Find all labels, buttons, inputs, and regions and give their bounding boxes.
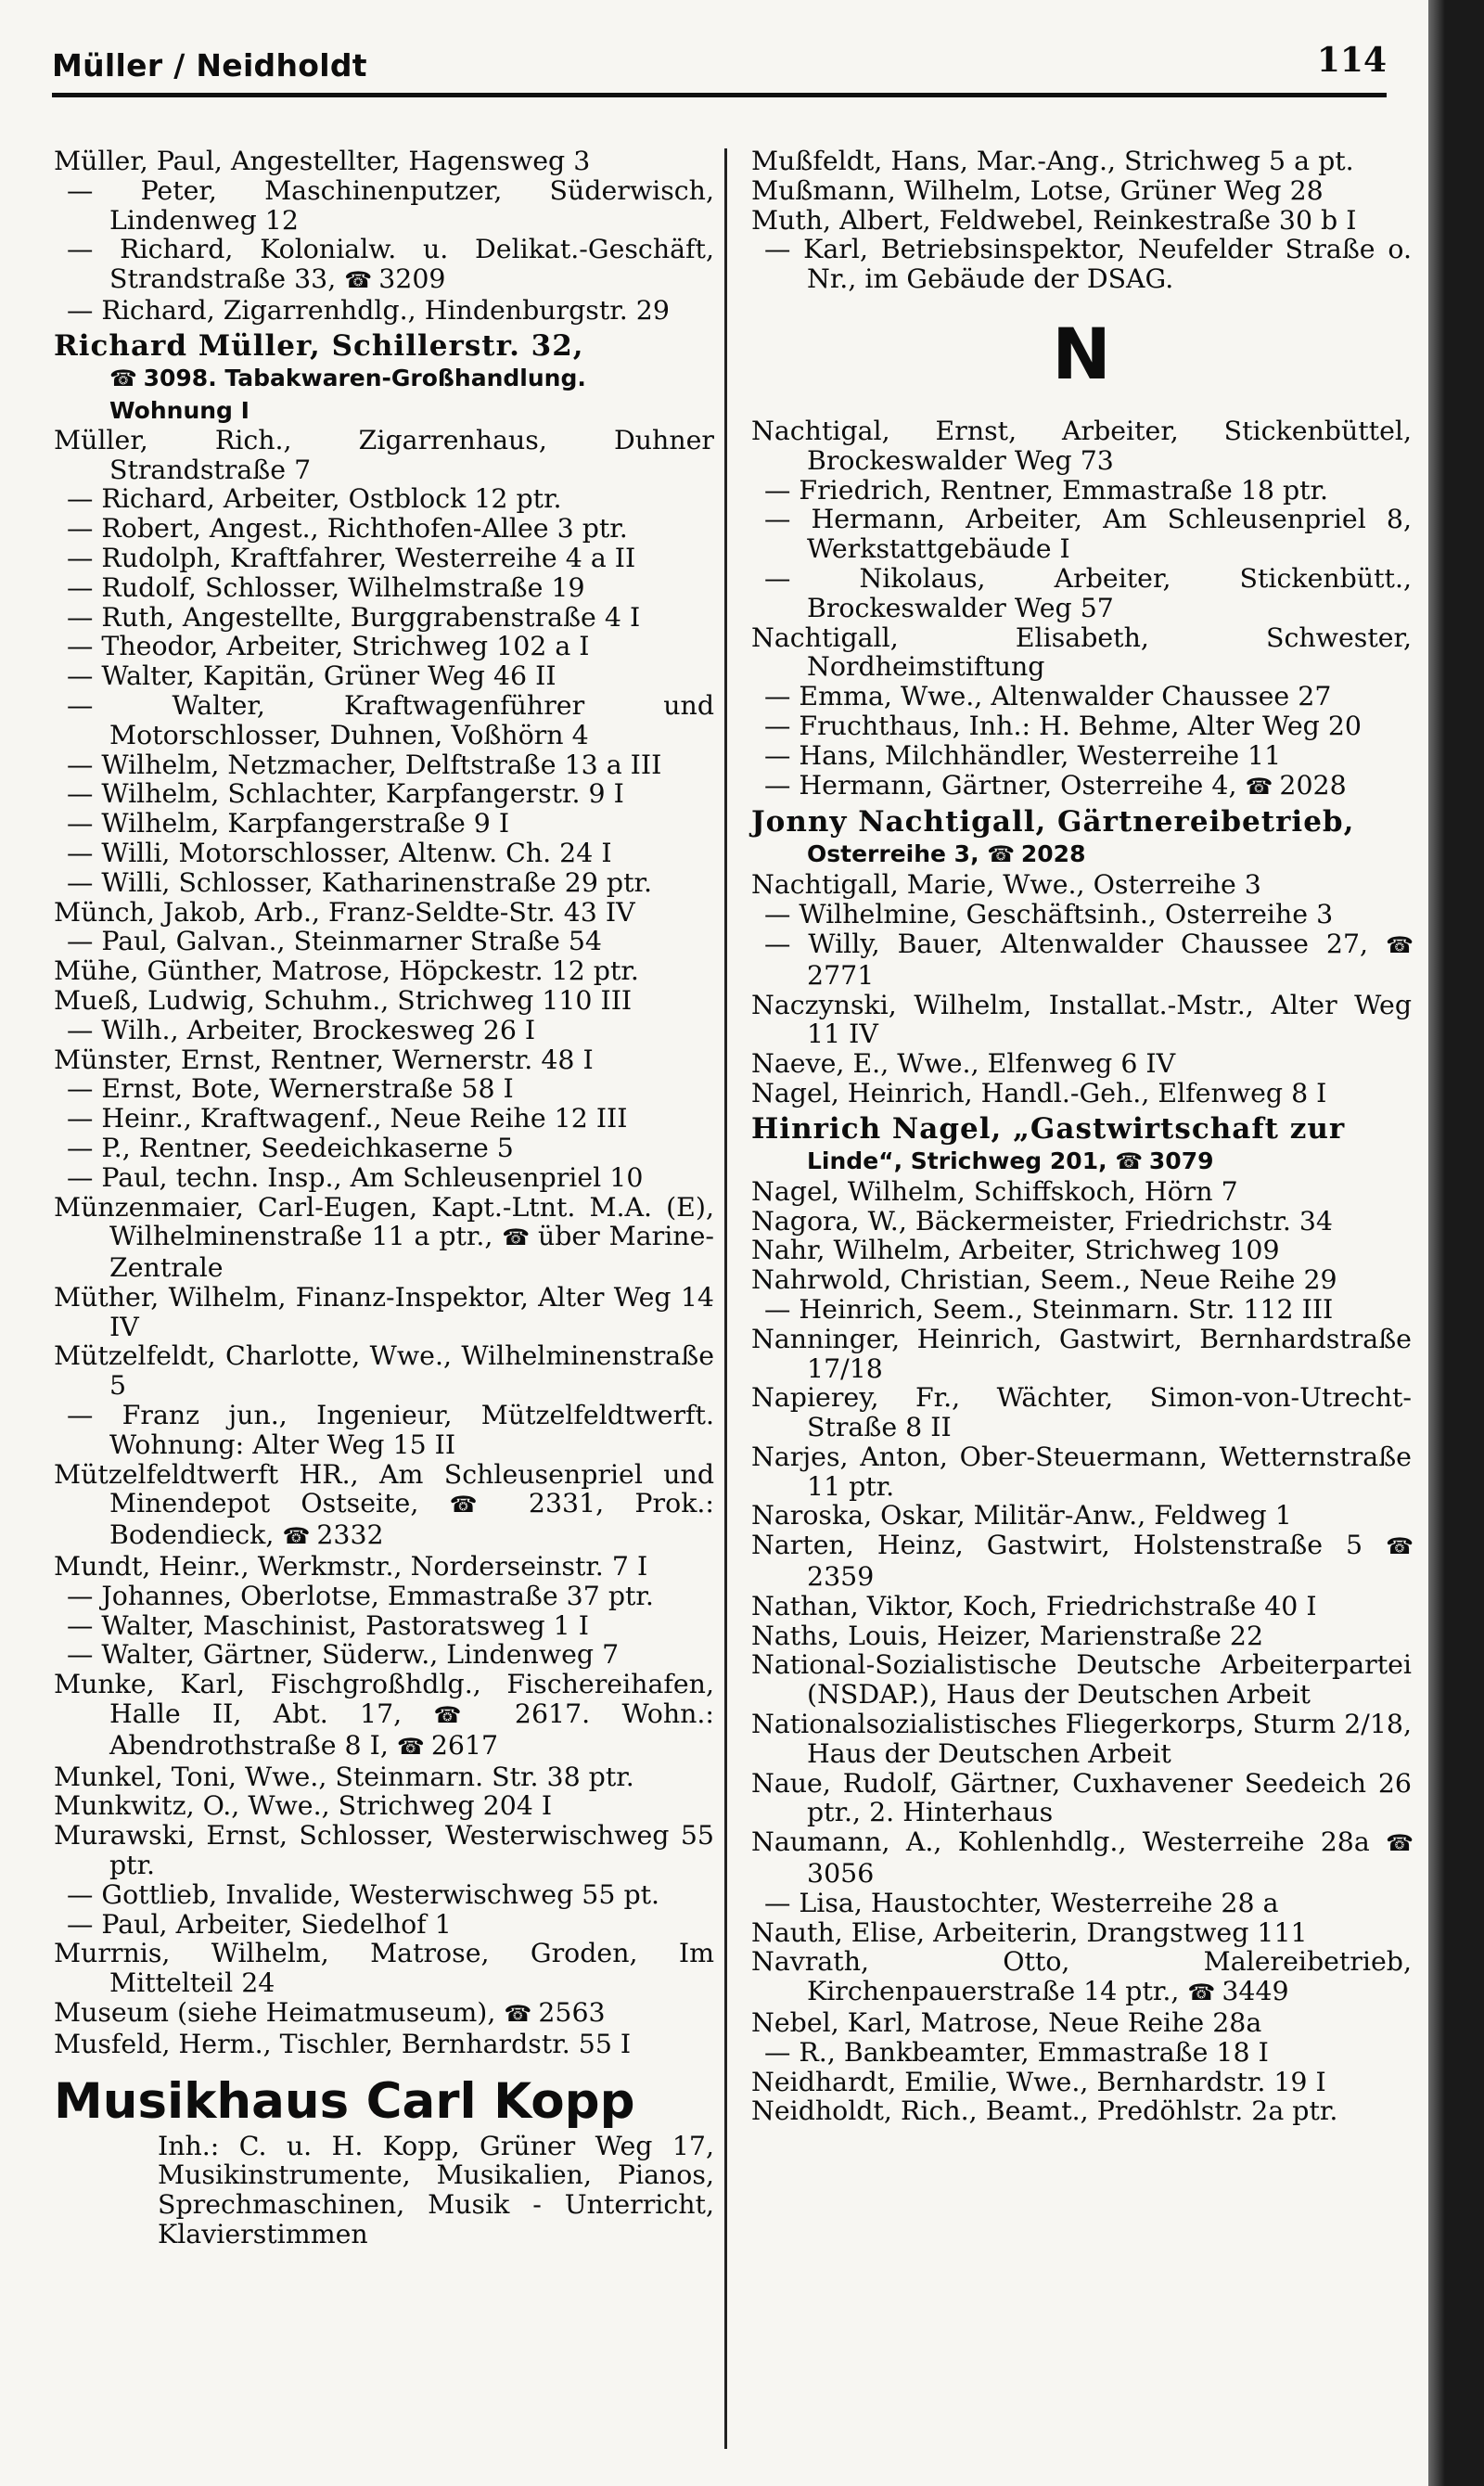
telephone-icon: ☎ — [433, 1702, 483, 1729]
sub-entry: — Wilhelmine, Geschäftsinh., Osterreihe 3 — [764, 899, 1334, 930]
sub-entry: — Heinr., Kraftwagenf., Neue Reihe 12 III — [67, 1103, 628, 1134]
directory-entry: Müther, Wilhelm, Finanz-Inspektor, Alter Weg 14 IV — [54, 1281, 714, 1342]
left-entries — [54, 147, 714, 2059]
musikhaus-ad-title: Musikhaus Carl Kopp — [54, 2072, 635, 2130]
sub-entry: — Willi, Schlosser, Katharinenstraße 29 ptr. — [67, 866, 652, 898]
telephone-icon: ☎ — [1187, 1980, 1214, 2006]
telephone-icon: ☎ — [987, 841, 1014, 868]
telephone-icon: ☎ — [282, 1523, 309, 1550]
telephone-icon: ☎ — [1386, 1533, 1412, 1560]
directory-entry: Nanninger, Heinrich, Gastwirt, Bernhardstraße 17/18 — [751, 1323, 1412, 1384]
running-head: Müller / Neidholdt — [52, 47, 367, 83]
sub-entry: — Wilhelm, Schlachter, Karpfangerstr. 9 I — [67, 778, 624, 810]
sub-entry: — Fruchthaus, Inh.: H. Behme, Alter Weg 20 — [764, 710, 1362, 741]
sub-entry: — Richard, Zigarrenhdlg., Hindenburgstr. 29 — [67, 294, 670, 326]
sub-entry: — Nikolaus, Arbeiter, Stickenbütt., Brockeswalder Weg 57 — [764, 562, 1412, 623]
telephone-icon: ☎ — [396, 1733, 423, 1760]
directory-entry: Nachtigall, Elisabeth, Schwester, Nordheimstiftung — [751, 622, 1412, 683]
directory-entry: Nachtigal, Ernst, Arbeiter, Stickenbüttel, Brockeswalder Weg 73 — [751, 415, 1412, 476]
directory-entry: Müller, Rich., Zigarrenhaus, Duhner Strandstraße 7 — [54, 424, 714, 485]
sub-entry: — Walter, Gärtner, Süderw., Lindenweg 7 — [67, 1639, 620, 1671]
directory-entry: Mueß, Ludwig, Schuhm., Strichweg 110 III — [54, 984, 633, 1016]
directory-entry: Munkel, Toni, Wwe., Steinmarn. Str. 38 ptr. — [54, 1761, 634, 1792]
directory-entry: Naeve, E., Wwe., Elfenweg 6 IV — [751, 1048, 1176, 1080]
sub-entry: — Rudolf, Schlosser, Wilhelmstraße 19 — [67, 571, 585, 603]
sub-entry: — Friedrich, Rentner, Emmastraße 18 ptr. — [764, 474, 1329, 506]
sub-entry: — Hermann, Arbeiter, Am Schleusenpriel 8, Werkstattgebäude I — [764, 504, 1412, 565]
sub-entry: — Richard, Arbeiter, Ostblock 12 ptr. — [67, 483, 562, 515]
advert-name: Richard Müller, Schillerstr. 32, — [54, 328, 584, 363]
sub-entry: — Willy, Bauer, Altenwalder Chaussee 27, ☎ 2771 — [764, 928, 1412, 991]
sub-entry: — Willi, Motorschlosser, Altenw. Ch. 24 I — [67, 837, 612, 868]
sub-entry: — Peter, Maschinenputzer, Süderwisch, Lindenweg 12 — [67, 174, 714, 236]
advert-detail: Linde“, Strichweg 201, ☎ 3079 — [807, 1147, 1214, 1174]
sub-entry: — Rudolph, Kraftfahrer, Westerreihe 4 a II — [67, 542, 636, 573]
sub-entry: — Walter, Kraftwagenführer und Motorschlosser, Duhnen, Voßhörn 4 — [67, 689, 714, 750]
left-column — [54, 147, 714, 2249]
directory-entry: Nationalsozialistisches Fliegerkorps, Sturm 2/18, Haus der Deutschen Arbeit — [751, 1709, 1412, 1769]
sub-entry: — Theodor, Arbeiter, Strichweg 102 a I — [67, 631, 590, 662]
sub-entry: — Ernst, Bote, Wernerstraße 58 I — [67, 1073, 514, 1105]
telephone-icon: ☎ — [504, 2001, 531, 2028]
advert-name: Hinrich Nagel, „Gastwirtschaft zur — [751, 1111, 1346, 1146]
musikhaus-ad-body: Inh.: C. u. H. Kopp, Grüner Weg 17, Musikinstrumente, Musikalien, Pianos, Sprechmaschinen, Musik - Unterricht, Klavierstimmen — [158, 2130, 714, 2249]
display-advert-entry — [751, 1111, 1412, 1177]
sub-entry: — Ruth, Angestellte, Burggrabenstraße 4 I — [67, 601, 641, 633]
directory-entry: Münster, Ernst, Rentner, Wernerstr. 48 I — [54, 1044, 594, 1075]
page-edge-shadow — [1428, 0, 1456, 2486]
directory-entry: Napierey, Fr., Wächter, Simon-von-Utrecht-Straße 8 II — [751, 1382, 1412, 1443]
telephone-icon: ☎ — [1115, 1147, 1142, 1174]
directory-entry: Narjes, Anton, Ober-Steuermann, Wetternstraße 11 ptr. — [751, 1441, 1412, 1502]
directory-entry: Neidhardt, Emilie, Wwe., Bernhardstr. 19 I — [751, 2066, 1326, 2097]
directory-entry: Naczynski, Wilhelm, Installat.-Mstr., Alter Weg 11 IV — [751, 989, 1412, 1050]
column-divider — [724, 148, 727, 2449]
directory-entry: Mützelfeldt, Charlotte, Wwe., Wilhelminenstraße 5 — [54, 1340, 714, 1402]
sub-entry: — Richard, Kolonialw. u. Delikat.-Geschäft, Strandstraße 33, ☎ 3209 — [67, 234, 714, 295]
sub-entry: — Lisa, Haustochter, Westerreihe 28 a — [764, 1887, 1279, 1918]
directory-entry: Naroska, Oskar, Militär-Anw., Feldweg 1 — [751, 1500, 1292, 1531]
telephone-icon: ☎ — [1386, 931, 1412, 958]
directory-entry: Museum (siehe Heimatmuseum), ☎ 2563 — [54, 1997, 606, 2029]
directory-entry: Naumann, A., Kohlenhdlg., Westerreihe 28a ☎ 3056 — [751, 1826, 1412, 1890]
sub-entry: — Franz jun., Ingenieur, Mützelfeldtwerft. Wohnung: Alter Weg 15 II — [67, 1400, 714, 1460]
directory-entry: National-Sozialistische Deutsche Arbeiterpartei (NSDAP.), Haus der Deutschen Arbeit — [751, 1649, 1412, 1711]
directory-entry: Mützelfeldtwerft HR., Am Schleusenpriel und Minendepot Ostseite, ☎ 2331, Prok.: Bodendieck, ☎ 2332 — [54, 1458, 714, 1551]
sub-entry: — Walter, Kapitän, Grüner Weg 46 II — [67, 660, 556, 692]
directory-entry: Muth, Albert, Feldwebel, Reinkestraße 30 b I — [751, 204, 1357, 236]
directory-entry: Nebel, Karl, Matrose, Neue Reihe 28a — [751, 2007, 1262, 2039]
telephone-icon: ☎ — [502, 1224, 530, 1251]
sub-entry: — P., Rentner, Seedeichkaserne 5 — [67, 1132, 514, 1163]
advert-detail: ☎ 3098. Tabakwaren-Großhandlung. — [109, 364, 586, 391]
telephone-icon: ☎ — [344, 267, 371, 294]
directory-entry: Nahrwold, Christian, Seem., Neue Reihe 29 — [751, 1264, 1337, 1296]
directory-entry: Nagora, W., Bäckermeister, Friedrichstr. 34 — [751, 1205, 1333, 1237]
section-letter: N — [1052, 312, 1111, 395]
sub-entry: — Johannes, Oberlotse, Emmastraße 37 ptr. — [67, 1580, 654, 1611]
page-number: 114 — [1316, 41, 1387, 80]
sub-entry: — Paul, techn. Insp., Am Schleusenpriel 10 — [67, 1161, 644, 1193]
directory-entry: Nachtigall, Marie, Wwe., Osterreihe 3 — [751, 869, 1261, 901]
sub-entry: — Walter, Maschinist, Pastoratsweg 1 I — [67, 1609, 589, 1641]
directory-entry: Nagel, Heinrich, Handl.-Geh., Elfenweg 8 I — [751, 1077, 1327, 1108]
telephone-icon: ☎ — [1386, 1830, 1412, 1857]
directory-entry: Naue, Rudolf, Gärtner, Cuxhavener Seedeich 26 ptr., 2. Hinterhaus — [751, 1767, 1412, 1828]
sub-entry: — Wilhelm, Netzmacher, Delftstraße 13 a III — [67, 749, 662, 780]
directory-entry: Mühe, Günther, Matrose, Höpckestr. 12 ptr. — [54, 955, 639, 987]
sub-entry: — Emma, Wwe., Altenwalder Chaussee 27 — [764, 681, 1332, 712]
telephone-icon: ☎ — [449, 1492, 498, 1519]
directory-entry: Murrnis, Wilhelm, Matrose, Groden, Im Mittelteil 24 — [54, 1938, 714, 1999]
display-advert-entry — [751, 807, 1412, 870]
telephone-icon: ☎ — [1245, 773, 1272, 800]
directory-entry: Nahr, Wilhelm, Arbeiter, Strichweg 109 — [751, 1235, 1280, 1266]
sub-entry: — Heinrich, Seem., Steinmarn. Str. 112 III — [764, 1293, 1334, 1325]
page-header — [52, 32, 1387, 97]
directory-entry: Neidholdt, Rich., Beamt., Predöhlstr. 2a ptr. — [751, 2095, 1338, 2127]
right-entries-m — [751, 147, 1412, 294]
sub-entry: — Hermann, Gärtner, Osterreihe 4, ☎ 2028 — [764, 769, 1347, 801]
telephone-icon: ☎ — [109, 365, 135, 391]
directory-entry: Nathan, Viktor, Koch, Friedrichstraße 40 I — [751, 1590, 1317, 1621]
directory-entry: Munkwitz, O., Wwe., Strichweg 204 I — [54, 1790, 553, 1822]
directory-entry: Narten, Heinz, Gastwirt, Holstenstraße 5 ☎ 2359 — [751, 1530, 1412, 1593]
right-entries-n — [751, 416, 1412, 2126]
sub-entry: — Wilh., Arbeiter, Brockesweg 26 I — [67, 1014, 536, 1045]
sub-entry: — R., Bankbeamter, Emmastraße 18 I — [764, 2036, 1269, 2068]
sub-entry: — Gottlieb, Invalide, Westerwischweg 55 pt. — [67, 1878, 660, 1910]
sub-entry: — Paul, Arbeiter, Siedelhof 1 — [67, 1908, 452, 1940]
directory-entry: Naths, Louis, Heizer, Marienstraße 22 — [751, 1620, 1264, 1651]
directory-entry: Musfeld, Herm., Tischler, Bernhardstr. 55 I — [54, 2028, 632, 2059]
directory-entry: Murawski, Ernst, Schlosser, Westerwischweg 55 ptr. — [54, 1820, 714, 1881]
directory-entry: Mußfeldt, Hans, Mar.-Ang., Strichweg 5 a pt. — [751, 146, 1354, 176]
right-column — [751, 147, 1412, 2126]
directory-entry: Nauth, Elise, Arbeiterin, Drangstweg 111 — [751, 1916, 1308, 1948]
directory-entry: Müller, Paul, Angestellter, Hagensweg 3 — [54, 146, 591, 176]
sub-entry: — Paul, Galvan., Steinmarner Straße 54 — [67, 926, 602, 957]
display-advert-entry — [54, 328, 714, 426]
directory-entry: Münzenmaier, Carl-Eugen, Kapt.-Ltnt. M.A. (E), Wilhelminenstraße 11 a ptr., ☎ über Marine-Zentrale — [54, 1191, 714, 1284]
advert-detail: Osterreihe 3, ☎ 2028 — [807, 840, 1086, 868]
directory-entry: Munke, Karl, Fischgroßhdlg., Fischereihafen, Halle II, Abt. 17, ☎ 2617. Wohn.: Abendrothstraße 8 I, ☎ 2617 — [54, 1669, 714, 1761]
directory-entry: Münch, Jakob, Arb., Franz-Seldte-Str. 43 IV — [54, 896, 635, 928]
directory-entry: Mundt, Heinr., Werkmstr., Norderseinstr. 7 I — [54, 1551, 648, 1583]
directory-entry: Nagel, Wilhelm, Schiffskoch, Hörn 7 — [751, 1175, 1238, 1207]
sub-entry: — Wilhelm, Karpfangerstraße 9 I — [67, 808, 510, 839]
advert-name: Jonny Nachtigall, Gärtnereibetrieb, — [751, 805, 1355, 839]
sub-entry: — Hans, Milchhändler, Westerreihe 11 — [764, 739, 1282, 771]
directory-entry: Navrath, Otto, Malereibetrieb, Kirchenpauerstraße 14 ptr., ☎ 3449 — [751, 1946, 1412, 2007]
advert-detail: Wohnung I — [109, 396, 249, 424]
sub-entry: — Robert, Angest., Richthofen-Allee 3 ptr. — [67, 513, 628, 545]
directory-entry: Mußmann, Wilhelm, Lotse, Grüner Weg 28 — [751, 174, 1324, 206]
sub-entry: — Karl, Betriebsinspektor, Neufelder Straße o. Nr., im Gebäude der DSAG. — [764, 234, 1412, 295]
